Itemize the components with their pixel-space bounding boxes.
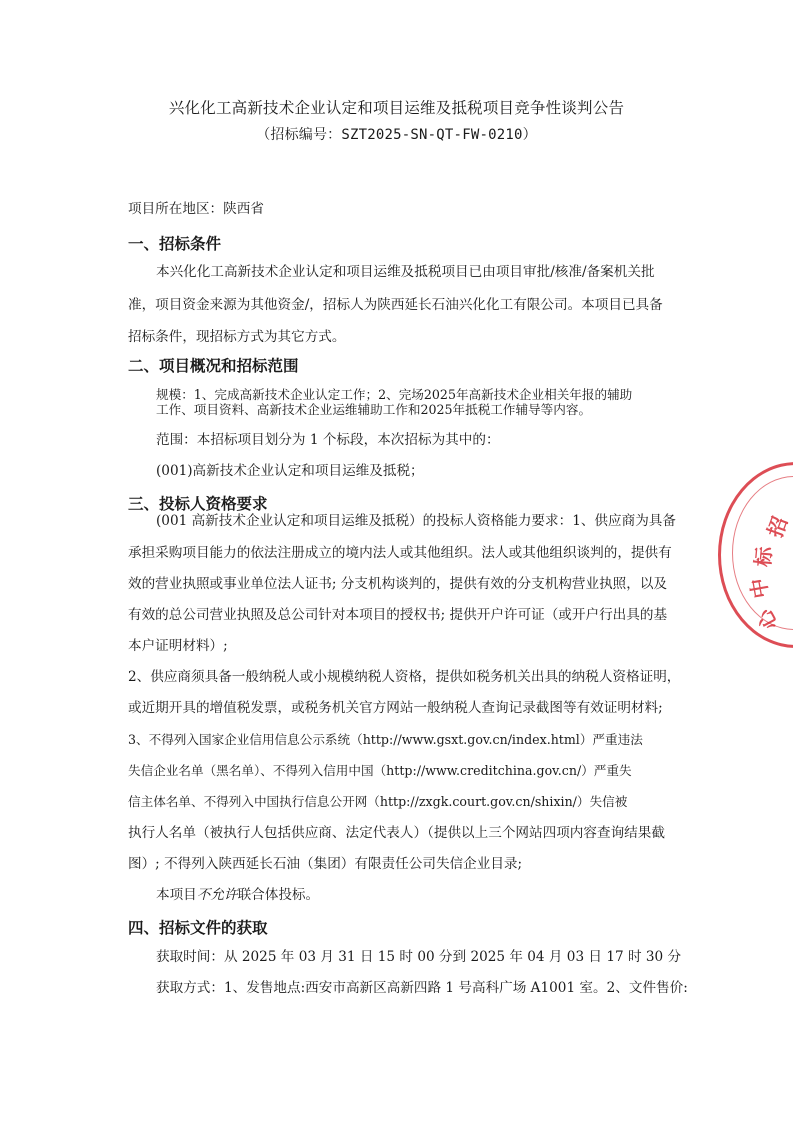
section-1-line: 准，项目资金来源为其他资金/，招标人为陕西延长石油兴化化工有限公司。本项目已具备 xyxy=(128,297,663,313)
qualification-line: 效的营业执照或事业单位法人证书; 分支机构谈判的，提供有效的分支机构营业执照，以及 xyxy=(128,576,668,592)
section-4-heading: 四、招标文件的获取 xyxy=(128,919,268,937)
qualification-line: 信主体名单、不得列入中国执行信息公开网（http://zxgk.court.gov.cn/shixin/）失信被 xyxy=(128,794,628,809)
qualification-line: 失信企业名单（黑名单）、不得列入信用中国（http://www.creditchina.gov.cn/）严重失 xyxy=(128,763,632,778)
consortium-prefix: 本项目 xyxy=(156,887,197,903)
qualification-line: 2、供应商须具备一般纳税人或小规模纳税人资格，提供如税务机关出具的纳税人资格证明， xyxy=(128,669,681,685)
section-2-heading: 二、项目概况和招标范围 xyxy=(128,357,299,375)
consortium-emphasis: 不允许 xyxy=(196,887,238,903)
section-3-heading: 三、投标人资格要求 xyxy=(128,495,268,513)
scale-line: 工作、项目资料、高新技术企业运维辅助工作和2025年抵税工作辅导等内容。 xyxy=(156,402,592,417)
lot-text: (001)高新技术企业认定和项目运维及抵税； xyxy=(156,463,424,479)
consortium-suffix: 联合体投标。 xyxy=(237,887,320,903)
qualification-line: 有效的总公司营业执照及总公司针对本项目的授权书; 提供开户许可证（或开户行出具的基 xyxy=(128,607,668,623)
qualification-line: 执行人名单（被执行人包括供应商、法定代表人）（提供以上三个网站四项内容查询结果截 xyxy=(128,825,665,841)
qualification-line: 承担采购项目能力的依法注册成立的境内法人或其他组织。法人或其他组织谈判的，提供有 xyxy=(128,545,672,561)
qualification-line: 图）; 不得列入陕西延长石油（集团）有限责任公司失信企业目录; xyxy=(128,856,523,872)
stamp-seal: 招 标 中 心 xyxy=(700,440,793,670)
section-1-heading: 一、招标条件 xyxy=(128,235,222,253)
scale-line: 规模：1、完成高新技术企业认定工作；2、完场2025年高新技术企业相关年报的辅助 xyxy=(156,387,633,402)
qualification-line: 本户证明材料）; xyxy=(128,638,228,654)
project-region: 项目所在地区：陕西省 xyxy=(128,201,264,217)
acquisition-time: 获取时间：从 2025 年 03 月 31 日 15 时 00 分到 2025 年 04 月 03 日 17 时 30 分 xyxy=(156,949,682,965)
acquisition-method: 获取方式：1、发售地点:西安市高新区高新四路 1 号高科广场 A1001 室。2、文件售价: xyxy=(156,980,688,996)
bid-number: （招标编号：SZT2025-SN-QT-FW-0210） xyxy=(256,127,537,143)
qualification-line: 或近期开具的增值税发票，或税务机关官方网站一般纳税人查询记录截图等有效证明材料; xyxy=(128,700,663,716)
section-1-line: 本兴化化工高新技术企业认定和项目运维及抵税项目已由项目审批/核准/备案机关批 xyxy=(156,264,655,280)
qualification-line: (001 高新技术企业认定和项目运维及抵税）的投标人资格能力要求：1、供应商为具备 xyxy=(156,513,676,529)
scope-text: 范围：本招标项目划分为 1 个标段，本次招标为其中的： xyxy=(156,432,500,448)
section-1-line: 招标条件，现招标方式为其它方式。 xyxy=(128,329,346,345)
qualification-line: 3、不得列入国家企业信用信息公示系统（http://www.gsxt.gov.cn/index.html）严重违法 xyxy=(128,732,643,747)
document-title: 兴化化工高新技术企业认定和项目运维及抵税项目竞争性谈判公告 xyxy=(168,99,625,117)
consortium-note xyxy=(156,887,678,903)
